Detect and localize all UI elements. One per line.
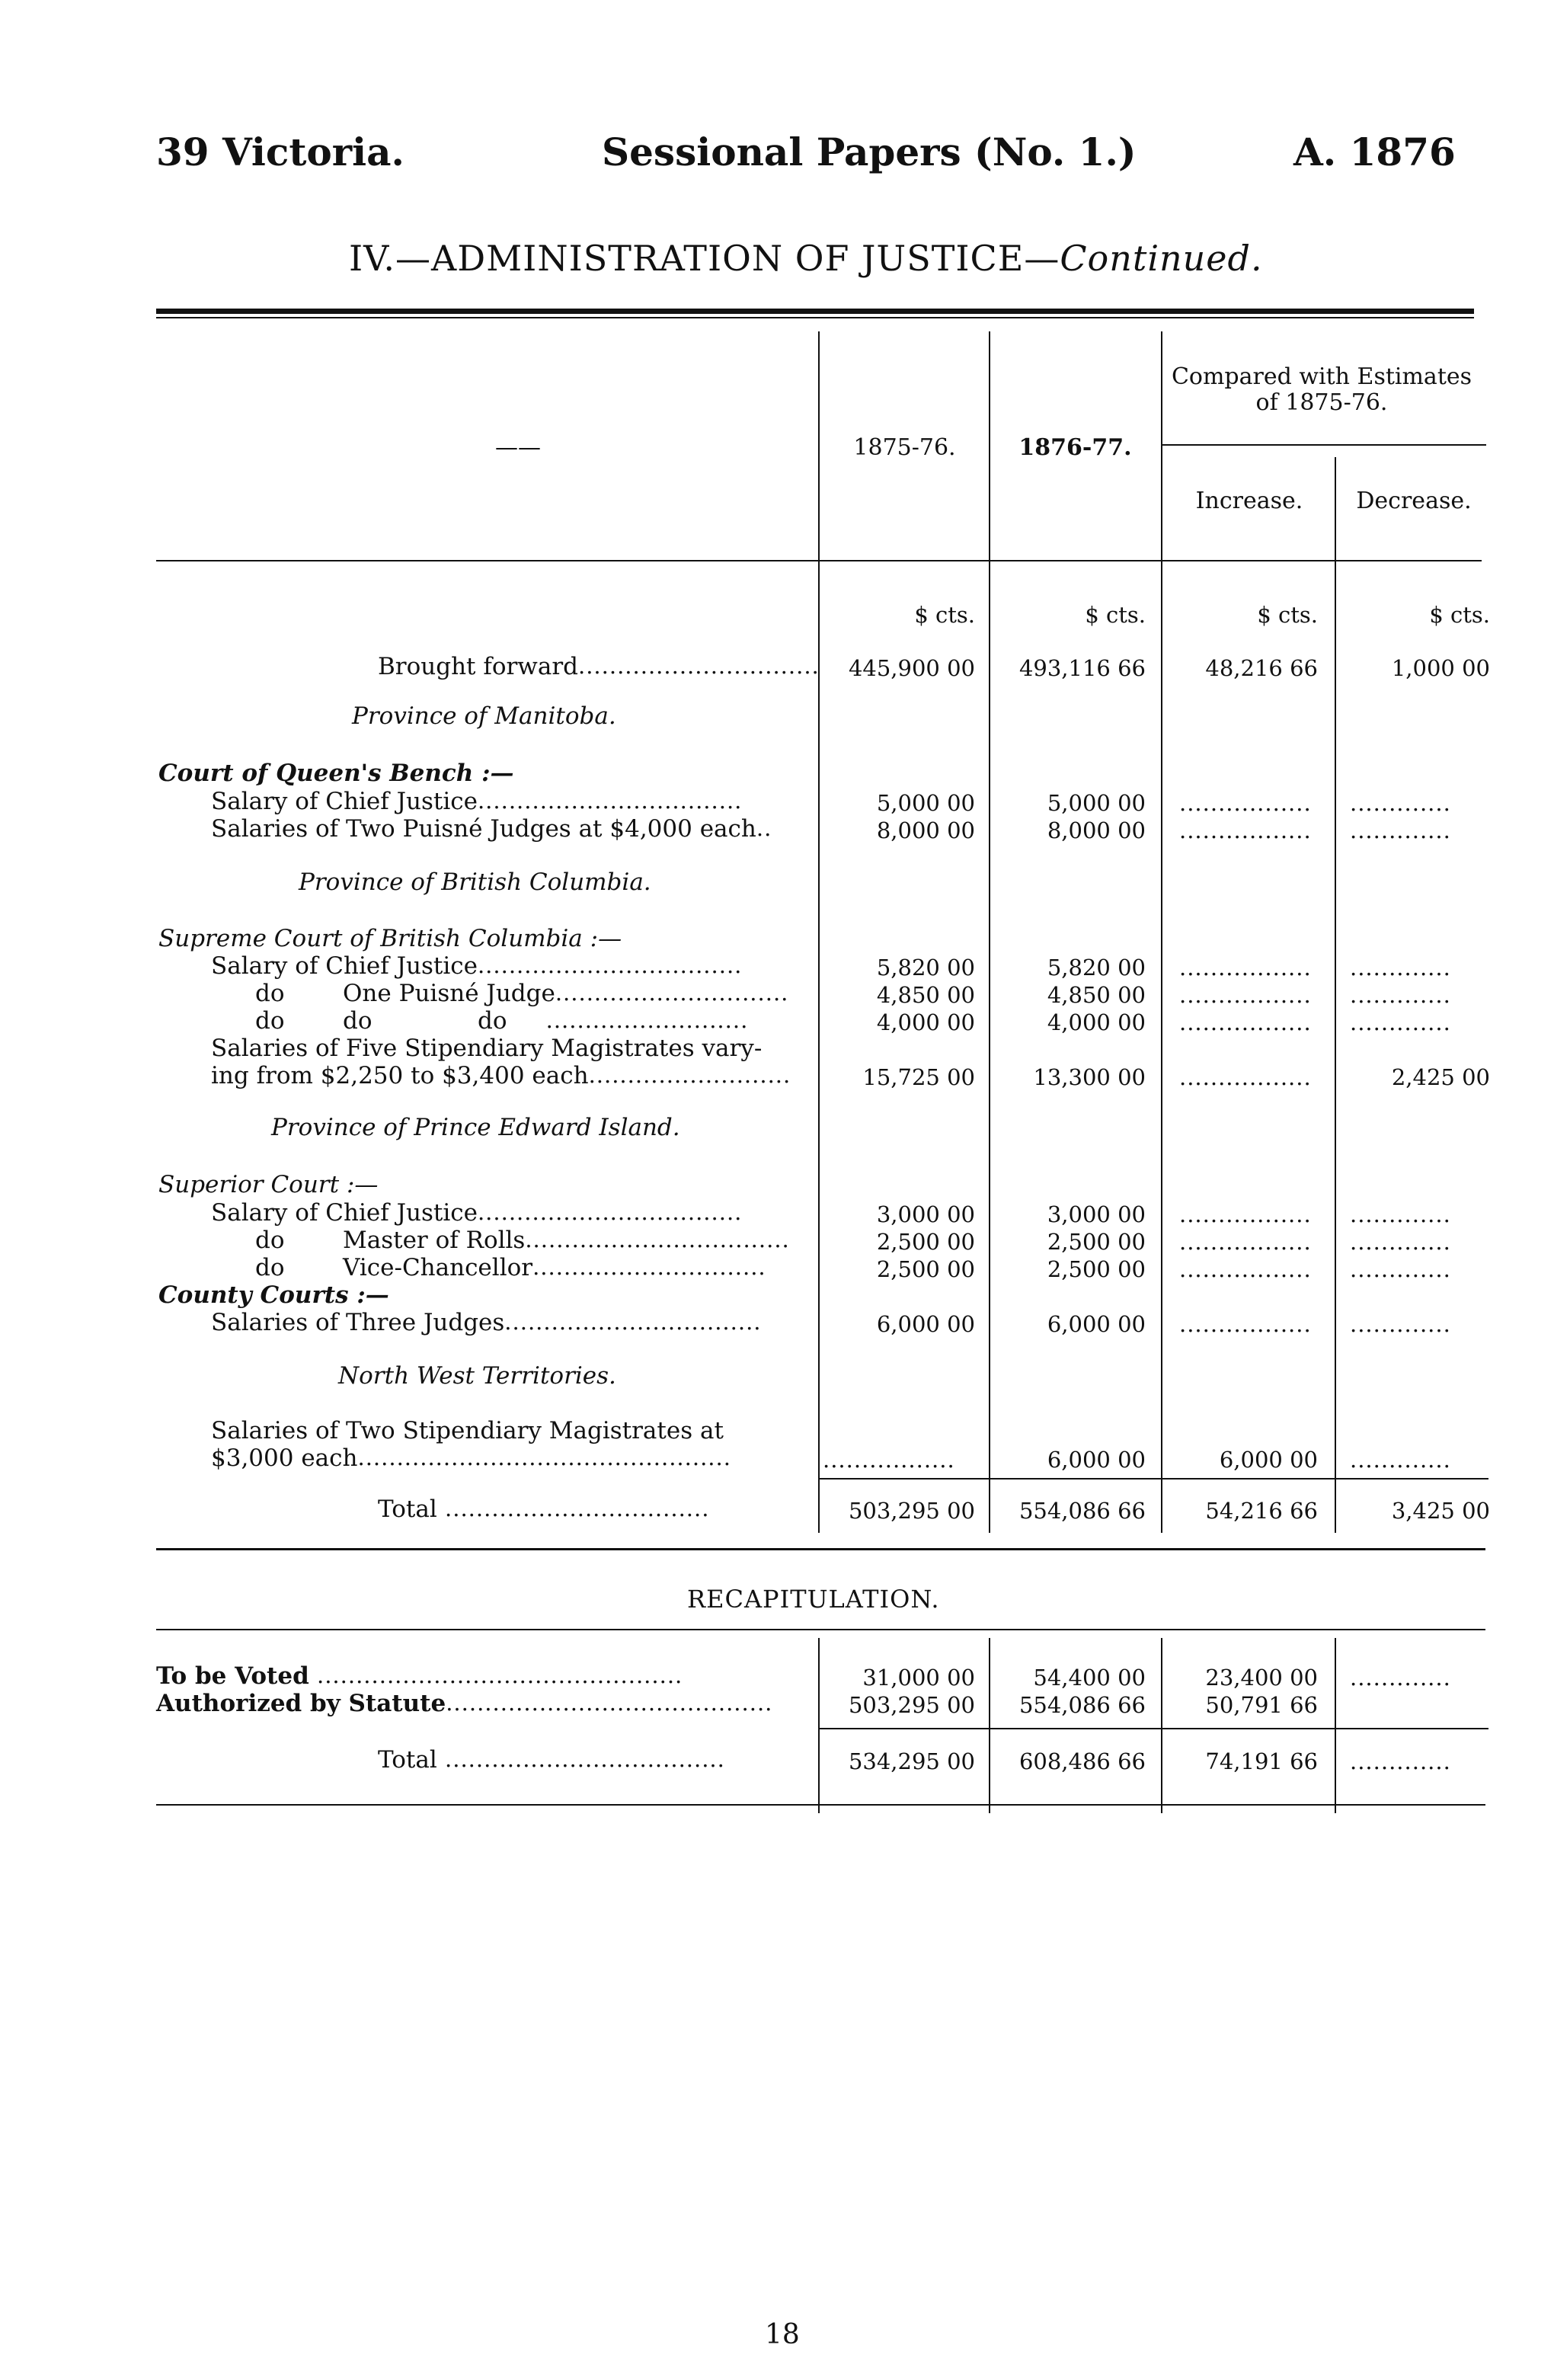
recap-voted-c1: 31,000 00 <box>862 1665 975 1691</box>
row-bc-stip-label-1: Salaries of Five Stipendiary Magistrates vary- <box>211 1035 763 1062</box>
heading-county-courts: County Courts :— <box>158 1281 389 1309</box>
row-bc-chief-label: Salary of Chief Justice .................................. <box>211 952 743 980</box>
row-county-c1: 6,000 00 <box>876 1311 975 1337</box>
row-pei-rolls-do: do <box>255 1227 285 1254</box>
recap-statute-c2: 554,086 66 <box>1018 1692 1146 1718</box>
unit-dec: $ cts. <box>1429 602 1490 628</box>
table-bottom-rule <box>156 1548 1485 1550</box>
row-qb-puisne-c1: 8,000 00 <box>876 817 975 843</box>
page-number: 18 <box>765 2319 800 2350</box>
row-qb-chief-c2: 5,000 00 <box>1047 790 1146 816</box>
col-head-decrease: Decrease. <box>1356 488 1472 514</box>
recap-statute-inc: 50,791 66 <box>1205 1692 1318 1718</box>
row-bc-chief-c1: 5,820 00 <box>876 955 975 980</box>
header-title: Sessional Papers (No. 1.) <box>602 130 1137 174</box>
subtotal-rule <box>818 1478 1488 1480</box>
col-head-1876: 1876-77. <box>1018 434 1132 461</box>
heading-manitoba: Province of Manitoba. <box>352 702 616 730</box>
recap-total-c1: 534,295 00 <box>848 1748 975 1774</box>
col-rule-1 <box>818 331 820 1533</box>
row-nwt-c1-dots: ................. <box>823 1447 955 1473</box>
recap-col-rule-3 <box>1161 1638 1162 1813</box>
row-pei-chief-c2: 3,000 00 <box>1047 1201 1146 1227</box>
row-county-inc-dots: ................. <box>1179 1311 1312 1337</box>
heading-superior-court: Superior Court :— <box>158 1171 379 1198</box>
row-bc-do-3: do .......................... <box>478 1007 749 1035</box>
recap-total-label: Total .................................... <box>378 1746 725 1774</box>
row-bc-chief-c2: 5,820 00 <box>1047 955 1146 980</box>
unit-c2: $ cts. <box>1085 602 1146 628</box>
recap-bottom-rule <box>156 1804 1485 1806</box>
row-bc-stip-label-2: ing from $2,250 to $3,400 each .......................... <box>211 1062 791 1089</box>
recap-voted-inc: 23,400 00 <box>1205 1665 1318 1691</box>
row-pei-vice-c2: 2,500 00 <box>1047 1256 1146 1282</box>
row-nwt-label-1: Salaries of Two Stipendiary Magistrates at <box>211 1417 724 1444</box>
header-year: A. 1876 <box>1293 130 1456 174</box>
row-bc-do-inc-dots: ................. <box>1179 1009 1312 1035</box>
recap-col-rule-1 <box>818 1638 820 1813</box>
row-bc-do-dec-dots: ............. <box>1350 1009 1451 1035</box>
col-rule-3 <box>1161 331 1162 1533</box>
row-pei-chief-dec-dots: ............. <box>1350 1201 1451 1227</box>
row-bc-puisne-c1: 4,850 00 <box>876 982 975 1008</box>
row-qb-puisne-c2: 8,000 00 <box>1047 817 1146 843</box>
heading-british-columbia: Province of British Columbia. <box>299 869 651 896</box>
row-bc-puisne-dec-dots: ............. <box>1350 982 1451 1008</box>
row-bc-stip-c2: 13,300 00 <box>1033 1064 1146 1090</box>
row-pei-vice-inc-dots: ................. <box>1179 1256 1312 1282</box>
row-pei-chief-inc-dots: ................. <box>1179 1201 1312 1227</box>
row-qb-chief-dec-dots: ............. <box>1350 790 1451 816</box>
row-brought-label: Brought forward ............................... <box>378 653 820 680</box>
col-head-compared: Compared with Estimates of 1875-76. <box>1171 363 1472 416</box>
heading-queens-bench: Court of Queen's Bench :— <box>158 760 514 787</box>
row-nwt-c2: 6,000 00 <box>1047 1447 1146 1473</box>
col-head-blank: —— <box>495 434 541 461</box>
row-pei-rolls-c2: 2,500 00 <box>1047 1229 1146 1255</box>
section-title <box>349 238 1263 279</box>
recap-voted-c2: 54,400 00 <box>1033 1665 1146 1691</box>
col-rule-4 <box>1335 457 1336 1533</box>
row-pei-chief-label: Salary of Chief Justice .................................. <box>211 1199 743 1227</box>
col-head-1875: 1875-76. <box>853 434 956 461</box>
top-rule-thin <box>156 317 1474 318</box>
row-qb-chief-inc-dots: ................. <box>1179 790 1312 816</box>
recap-voted-dec-dots: ............. <box>1350 1665 1451 1691</box>
row-brought-dec: 1,000 00 <box>1391 655 1490 681</box>
row-county-c2: 6,000 00 <box>1047 1311 1146 1337</box>
row-bc-puisne-inc-dots: ................. <box>1179 982 1312 1008</box>
heading-pei: Province of Prince Edward Island. <box>271 1114 680 1141</box>
recap-col-rule-4 <box>1335 1638 1336 1813</box>
row-nwt-label-2: $3,000 each ................................................ <box>211 1444 731 1472</box>
section-title-suffix: Continued. <box>1060 238 1263 279</box>
row-total-label: Total .................................. <box>378 1495 710 1523</box>
row-pei-vice-do: do <box>255 1254 285 1281</box>
row-brought-inc: 48,216 66 <box>1205 655 1318 681</box>
header-volume: 39 Victoria. <box>156 130 404 174</box>
top-rule <box>156 309 1474 314</box>
row-pei-rolls-inc-dots: ................. <box>1179 1229 1312 1255</box>
row-pei-chief-c1: 3,000 00 <box>876 1201 975 1227</box>
row-bc-puisne-label: One Puisné Judge .............................. <box>343 980 789 1007</box>
row-bc-stip-c1: 15,725 00 <box>862 1064 975 1090</box>
row-bc-do-c2: 4,000 00 <box>1047 1009 1146 1035</box>
col-rule-2 <box>989 331 990 1533</box>
header-rule <box>156 560 1482 561</box>
heading-nwt: North West Territories. <box>338 1362 616 1390</box>
row-pei-rolls-label: Master of Rolls .................................. <box>343 1227 790 1254</box>
row-bc-stip-dec: 2,425 00 <box>1391 1064 1490 1090</box>
row-pei-rolls-dec-dots: ............. <box>1350 1229 1451 1255</box>
row-qb-puisne-inc-dots: ................. <box>1179 817 1312 843</box>
recap-statute-label: Authorized by Statute .......................................... <box>156 1690 773 1717</box>
recap-col-rule-2 <box>989 1638 990 1813</box>
row-bc-do-2: do <box>343 1007 373 1035</box>
recap-subtotal-rule <box>818 1728 1488 1729</box>
row-pei-vice-dec-dots: ............. <box>1350 1256 1451 1282</box>
row-bc-puisne-c2: 4,850 00 <box>1047 982 1146 1008</box>
row-bc-do-c1: 4,000 00 <box>876 1009 975 1035</box>
recap-statute-c1: 503,295 00 <box>848 1692 975 1718</box>
row-bc-do-1: do <box>255 1007 285 1035</box>
row-bc-chief-inc-dots: ................. <box>1179 955 1312 980</box>
row-county-dec-dots: ............. <box>1350 1311 1451 1337</box>
row-qb-puisne-dec-dots: ............. <box>1350 817 1451 843</box>
row-total-c1: 503,295 00 <box>848 1498 975 1524</box>
unit-c1: $ cts. <box>914 602 975 628</box>
recap-heading: RECAPITULATION. <box>687 1585 940 1614</box>
row-qb-chief-c1: 5,000 00 <box>876 790 975 816</box>
row-total-dec: 3,425 00 <box>1391 1498 1490 1524</box>
recap-total-dec-dots: ............. <box>1350 1748 1451 1774</box>
row-total-inc: 54,216 66 <box>1205 1498 1318 1524</box>
row-bc-chief-dec-dots: ............. <box>1350 955 1451 980</box>
recap-voted-label: To be Voted ............................................... <box>156 1662 683 1690</box>
heading-supreme-court: Supreme Court of British Columbia :— <box>158 925 622 952</box>
row-pei-vice-label: Vice-Chancellor .............................. <box>343 1254 766 1281</box>
row-nwt-inc: 6,000 00 <box>1219 1447 1318 1473</box>
unit-inc: $ cts. <box>1257 602 1318 628</box>
row-brought-c1: 445,900 00 <box>848 655 975 681</box>
recap-total-inc: 74,191 66 <box>1205 1748 1318 1774</box>
row-qb-chief-label: Salary of Chief Justice .................................. <box>211 788 743 815</box>
row-bc-stip-inc-dots: ................. <box>1179 1064 1312 1090</box>
row-brought-c2: 493,116 66 <box>1018 655 1146 681</box>
section-title-main: IV.—ADMINISTRATION OF JUSTICE— <box>349 238 1060 279</box>
col-head-increase: Increase. <box>1195 488 1303 514</box>
row-pei-rolls-c1: 2,500 00 <box>876 1229 975 1255</box>
row-nwt-dec-dots: ............. <box>1350 1447 1451 1473</box>
compared-rule <box>1162 444 1486 446</box>
row-pei-vice-c1: 2,500 00 <box>876 1256 975 1282</box>
row-bc-puisne-do: do <box>255 980 285 1007</box>
row-county-label: Salaries of Three Judges ................................. <box>211 1309 762 1336</box>
row-qb-puisne-label: Salaries of Two Puisné Judges at $4,000 each .. <box>211 815 772 843</box>
recap-total-c2: 608,486 66 <box>1018 1748 1146 1774</box>
recap-top-rule <box>156 1629 1485 1630</box>
row-total-c2: 554,086 66 <box>1018 1498 1146 1524</box>
